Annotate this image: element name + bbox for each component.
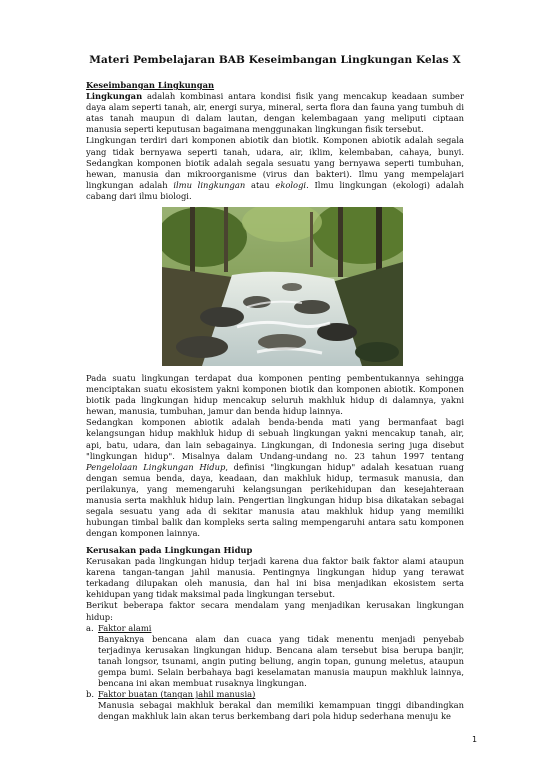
paragraph-text: adalah kombinasi antara kondisi fisik yang mencakup keadaan sumber daya alam seperti tanah, air, energi surya, mineral, serta flora dan fauna yang tumbuh di atas tanah maupun di dalam lautan, dengan kelembagaan yang meliputi ciptaan manusia seperti keputusan bagaimana menggunakan lingkungan fisik tersebut. <box>86 91 464 135</box>
list-item-label: Faktor alami <box>98 622 152 633</box>
paragraph: Pada suatu lingkungan terdapat dua komponen penting pembentukannya sehingga menciptakan suatu ekosistem yakni komponen biotik dan komponen abiotik. Komponen biotik pada lingkungan hidup mencakup seluruh makhluk hidup di dalamnya, yakni hewan, manusia, tumbuhan, jamur dan benda hidup lainnya. <box>86 373 464 417</box>
paragraph <box>86 417 464 539</box>
river-stream-photo <box>162 207 403 366</box>
paragraph-text: atau <box>245 179 276 190</box>
section-environment-balance <box>86 80 464 202</box>
list-item-label: Faktor buatan (tangan jahil manusia) <box>98 689 256 700</box>
section-components <box>86 373 464 539</box>
section-heading: Kerusakan pada Lingkungan Hidup <box>86 545 253 555</box>
paragraph: Berikut beberapa faktor secara mendalam yang menjadikan kerusakan lingkungan hidup: <box>86 600 464 622</box>
page-number: 1 <box>472 735 478 744</box>
term-bold: Lingkungan <box>86 91 143 102</box>
section-environmental-damage <box>86 545 464 723</box>
list-item-text: Banyaknya bencana alam dan cuaca yang tidak menentu menjadi penyebab terjadinya kerusakan lingkungan hidup. Bencana alam tersebut bisa berupa banjir, tanah longsor, tsunami, angin puting beliung, angin topan, gunung meletus, ataupun gempa bumi. Selain berbahaya bagi keselamatan manusia maupun makhluk lainnya, bencana ini akan membuat rusaknya lingkungan. <box>98 633 464 689</box>
document-title: Materi Pembelajaran BAB Keseimbangan Lingkungan Kelas X <box>89 54 461 66</box>
list-item <box>86 623 464 690</box>
list-item <box>86 689 464 722</box>
paragraph: Kerusakan pada lingkungan hidup terjadi karena dua faktor baik faktor alami ataupun karena tangan-tangan jahil manusia. Pentingnya lingkungan hidup yang terawat terkadang dilupakan oleh manusia, dan hal ini bisa menjadikan ekosistem serta kehidupan yang tidak maksimal pada lingkungan tersebut. <box>86 556 464 600</box>
paragraph-text: . Ilmu lingkungan (ekologi) adalah cabang dari ilmu biologi. <box>86 179 465 201</box>
emphasis: ekologi <box>275 179 307 190</box>
list-marker: a. <box>86 622 94 633</box>
paragraph-text: Sedangkan komponen abiotik adalah benda-benda mati yang bermanfaat bagi kelangsungan hidup makhluk hidup di sebuah lingkungan yakni mencakup tanah, air, api, batu, udara, dan lain sebagainya. Lingkungan, di Indonesia sering juga disebut "lingkungan hidup". Misalnya dalam Undang-undang no. 23 tahun 1997 tentang <box>86 417 464 461</box>
list-item-text: Manusia sebagai makhluk berakal dan memiliki kemampuan tinggi dibandingkan dengan makhluk lain akan terus berkembang dari pola hidup sederhana menuju ke <box>98 700 464 722</box>
paragraph-text: Lingkungan terdiri dari komponen abiotik dan biotik. Komponen abiotik adalah segala yang tidak bernyawa seperti tanah, udara, air, iklim, kelembaban, cahaya, bunyi. Sedangkan komponen biotik adalah segala sesuatu yang bernyawa seperti tumbuhan, hewan, manusia dan mikroorganisme (virus dan bakteri). Ilmu yang mempelajari lingkungan adalah <box>86 135 464 190</box>
list-marker: b. <box>86 689 94 700</box>
emphasis: ilmu lingkungan <box>173 179 246 190</box>
emphasis: Pengelolaan Lingkungan Hidup <box>86 461 226 472</box>
paragraph-text: , definisi "lingkungan hidup" adalah kesatuan ruang dengan semua benda, daya, keadaan, dan makhluk hidup, termasuk manusia, dan perilakunya, yang memengaruhi kelangsungan perikehidupan dan kesejahteraan manusia serta makhluk hidup lain. Pengertian lingkungan hidup bisa dikatakan sebagai segala sesuatu yang ada di sekitar manusia atau makhluk hidup yang memiliki hubungan timbal balik dan kompleks serta saling mempengaruhi antara satu komponen dengan komponen lainnya. <box>86 461 464 539</box>
paragraph <box>86 91 464 135</box>
section-heading: Keseimbangan Lingkungan <box>86 80 215 90</box>
paragraph <box>86 135 464 202</box>
